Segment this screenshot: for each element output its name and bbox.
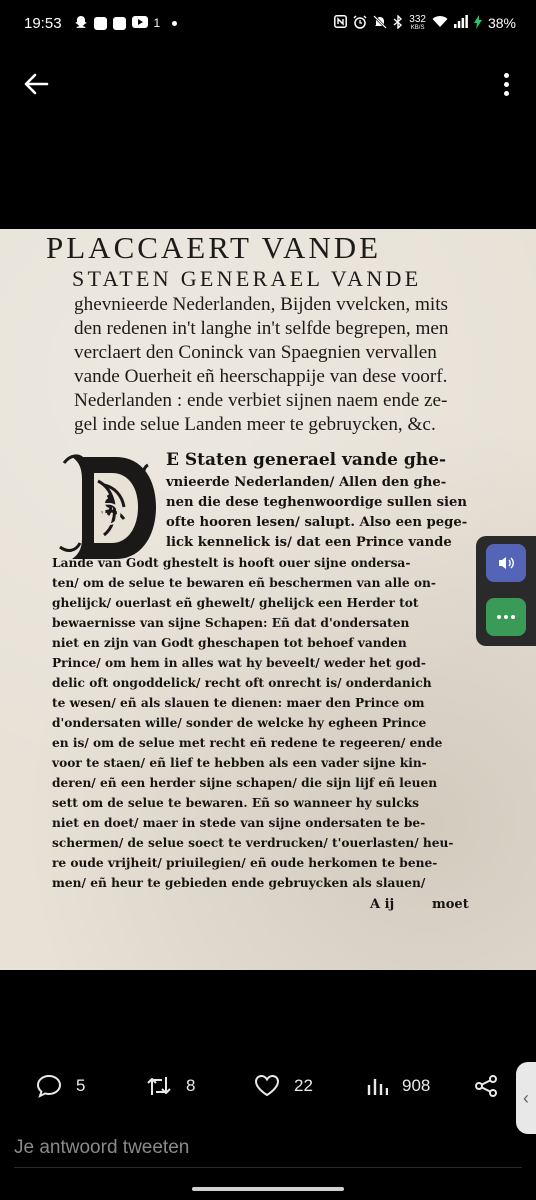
- reply-input[interactable]: [14, 1134, 522, 1168]
- reply-icon: [36, 1074, 62, 1098]
- heart-app-icon: [113, 17, 126, 30]
- body-line: schermen/ de selue soect te verdrucken/ t'ouerlasten/ heu-: [52, 836, 454, 850]
- notification-count: 1: [153, 16, 161, 30]
- body-line: ghelijck/ ouerlast eñ ghewelt/ ghelijck een Herder tot: [52, 596, 419, 610]
- body-line: voor te staen/ eñ lief te hebben als een vader sijne kin-: [52, 756, 427, 770]
- body-line: te wesen/ eñ als slauen te dienen: maer den Prince om: [52, 696, 425, 710]
- back-button[interactable]: [18, 66, 54, 102]
- wifi-icon: [432, 15, 448, 31]
- document-image[interactable]: [0, 229, 536, 970]
- more-vertical-dot: [504, 82, 509, 87]
- battery-charging-icon: [474, 15, 482, 32]
- intro-line: ghevnieerde Nederlanden, Bijden vvelcken, mits: [74, 294, 449, 315]
- chevron-left-icon: ‹: [523, 1087, 529, 1108]
- body-line: deren/ eñ een herder sijne schapen/ die sijn lijf eñ leuen: [52, 776, 438, 790]
- like-count: 22: [294, 1076, 313, 1095]
- body-line: ten/ om de selue te bewaren eñ beschermen van alle on-: [52, 576, 436, 590]
- page-signature: A ij: [370, 897, 395, 912]
- heart-icon: [254, 1074, 280, 1098]
- more-horizontal-dot: [511, 615, 515, 619]
- arrow-left-icon: [23, 73, 49, 95]
- body-line: E Staten generael vande ghe-: [166, 450, 447, 470]
- snapchat-icon: [74, 15, 88, 32]
- retweet-icon: [146, 1075, 172, 1097]
- speaker-icon: [497, 555, 515, 571]
- bar-chart-icon: [366, 1075, 388, 1097]
- title-line-1: PLACCAERT VANDE: [46, 230, 382, 265]
- body-line: bewaernisse van sijne Schapen: Eñ dat d'ondersaten: [52, 616, 410, 630]
- reply-placeholder: Je antwoord tweeten: [14, 1137, 190, 1158]
- body-line: nen die dese teghenwoordige sullen sien: [166, 495, 467, 510]
- title-line-2: STATEN GENERAEL VANDE: [72, 266, 422, 291]
- edge-panel-handle[interactable]: [516, 1062, 536, 1134]
- bluetooth-icon: [393, 15, 403, 32]
- share-button[interactable]: [474, 1070, 498, 1102]
- like-button[interactable]: [254, 1070, 313, 1102]
- alarm-icon: [353, 15, 367, 32]
- battery-percent: 38%: [487, 15, 516, 31]
- body-line: lick kennelick is/ dat een Prince vande: [166, 535, 452, 550]
- tweet-actions: [0, 1066, 536, 1106]
- intro-line: verclaert den Coninck van Spaegnien vervallen: [74, 342, 437, 363]
- mute-icon: [373, 15, 387, 32]
- messenger-icon: [94, 17, 107, 30]
- intro-line: Nederlanden : ende verbiet sijnen naem ende ze-: [74, 390, 448, 411]
- body-line: men/ eñ heur te gebieden ende gebruycken als slauen/: [52, 876, 426, 890]
- intro-line: gel inde selue Landen meer te gebruycken, &c.: [74, 414, 436, 435]
- retweet-count: 8: [186, 1076, 196, 1095]
- network-speed: 332 KB/S: [409, 13, 426, 31]
- signal-icon: [454, 15, 468, 31]
- document-title: [46, 231, 486, 437]
- body-line: en is/ om de selue met recht eñ redene te regeeren/ ende: [52, 736, 443, 750]
- view-count: 908: [402, 1076, 431, 1095]
- status-bar: [0, 0, 536, 46]
- more-vertical-dot: [504, 91, 509, 96]
- reply-count: 5: [76, 1076, 86, 1095]
- media-top-bar: [0, 56, 536, 110]
- more-options-button[interactable]: [492, 66, 520, 102]
- youtube-icon: [132, 15, 148, 31]
- side-more-button[interactable]: [486, 598, 526, 636]
- more-vertical-icon: [504, 73, 509, 78]
- share-icon: [474, 1074, 498, 1098]
- decorated-initial: [58, 451, 162, 565]
- body-line: re oude vrijheit/ priuilegien/ eñ oude herkomen te bene-: [52, 856, 438, 870]
- home-indicator[interactable]: [192, 1187, 344, 1191]
- views-button[interactable]: [366, 1070, 430, 1102]
- nfc-icon: [334, 15, 347, 31]
- body-line: d'ondersaten wille/ sonder de welcke hy egheen Prince: [52, 716, 427, 730]
- intro-line: den redenen in't langhe in't selfde begrepen, men: [74, 318, 449, 339]
- body-line: ofte hooren lesen/ salupt. Also een pege-: [166, 515, 468, 530]
- text-to-speech-button[interactable]: [486, 544, 526, 582]
- body-line: Prince/ om hem in alles wat hy beveelt/ weder het god-: [52, 656, 426, 670]
- intro-line: vande Ouerheit eñ heerschappije van dese voorf.: [74, 366, 448, 387]
- reply-button[interactable]: [36, 1070, 85, 1102]
- retweet-button[interactable]: [146, 1070, 195, 1102]
- body-line: niet en doet/ maer in stede van sijne ondersaten te be-: [52, 816, 426, 830]
- body-line: niet en zijn van Godt gheschapen tot behoef vanden: [52, 636, 407, 650]
- body-line: sett om de selue te bewaren. Eñ so wanneer hy sulcks: [52, 796, 419, 810]
- more-horizontal-dot: [504, 615, 508, 619]
- catchword: moet: [432, 897, 469, 912]
- drop-cap-letter: D: [97, 498, 123, 533]
- body-line: delic oft ongoddelick/ recht oft onrecht is/ onderdanich: [52, 676, 432, 690]
- dot-icon: [172, 21, 177, 26]
- body-line: Lande van Godt ghestelt is hooft ouer sijne ondersa-: [52, 556, 411, 570]
- status-time: 19:53: [24, 14, 62, 32]
- body-line: vnieerde Nederlanden/ Allen den ghe-: [166, 475, 447, 490]
- more-horizontal-icon: [497, 615, 501, 619]
- floating-side-panel: [476, 536, 536, 646]
